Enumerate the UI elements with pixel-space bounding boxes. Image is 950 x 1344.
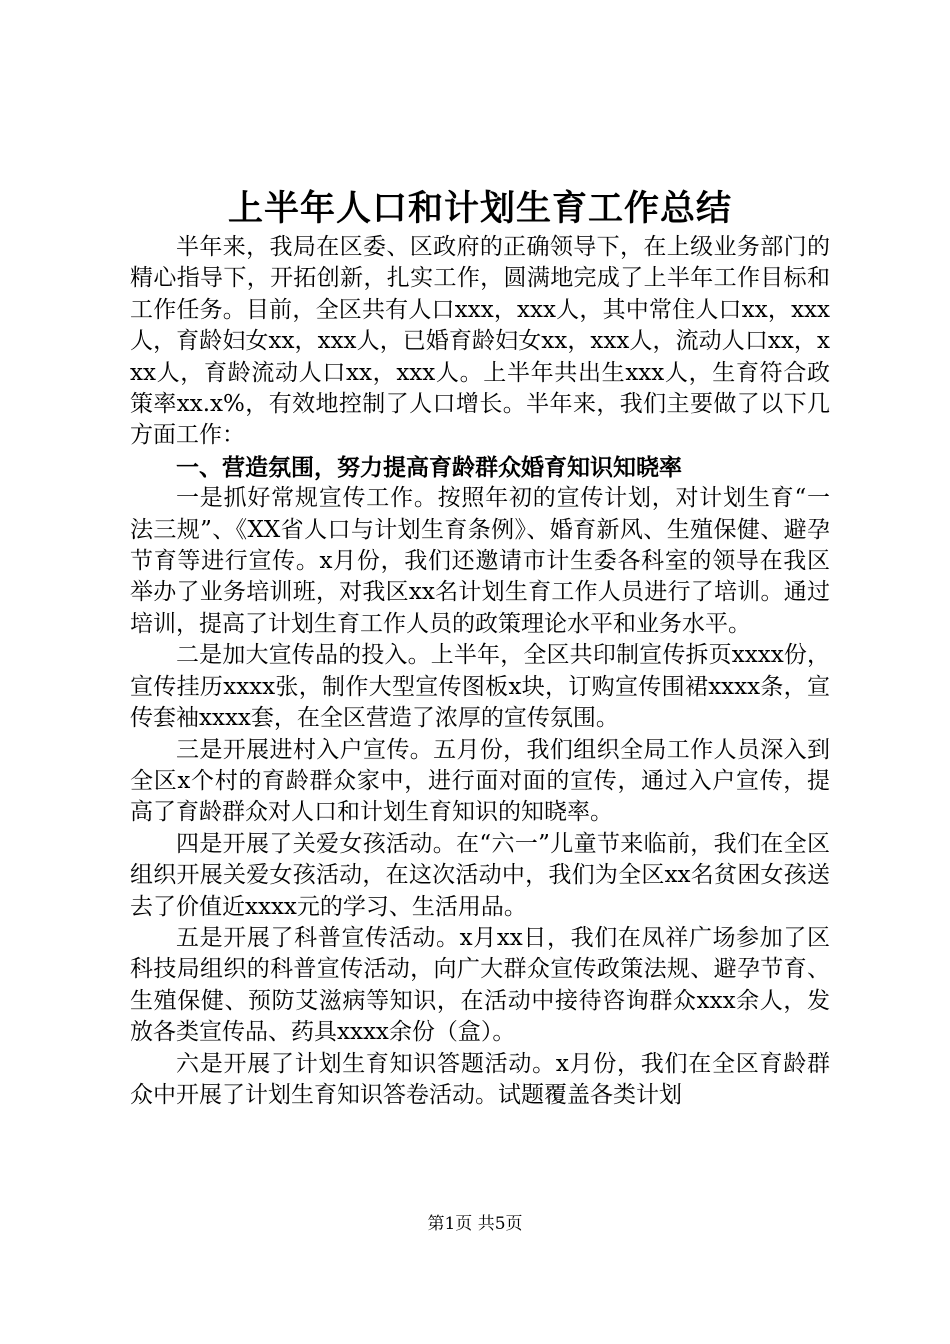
paragraph-5: 五是开展了科普宣传活动。x月xx日，我们在凤祥广场参加了区科技局组织的科普宣传活动，向广大群众宣传政策法规、避孕节育、生殖保健、预防艾滋病等知识，在活动中接待咨询群众xxx余人，发放各类宣传品、药具xxxx余份（盒）。 <box>130 924 830 1046</box>
intro-paragraph: 半年来，我局在区委、区政府的正确领导下，在上级业务部门的精心指导下，开拓创新，扎实工作，圆满地完成了上半年工作目标和工作任务。目前，全区共有人口xxx，xxx人，其中常住人口xx，xxx人，育龄妇女xx，xxx人，已婚育龄妇女xx，xxx人，流动人口xx，xxx人，育龄流动人口xx，xxx人。上半年共出生xxx人，生育符合政策率xx.x%，有效地控制了人口增长。半年来，我们主要做了以下几方面工作： <box>130 234 830 449</box>
section-heading: 一、营造氛围，努力提高育龄群众婚育知识知晓率 <box>176 453 682 481</box>
document-title: 上半年人口和计划生育工作总结 <box>227 188 732 229</box>
paragraph-1: 一是抓好常规宣传工作。按照年初的宣传计划，对计划生育“一法三规”、《XX省人口与计划生育条例》、婚育新风、生殖保健、避孕节育等进行宣传。x月份，我们还邀请市计生委各科室的领导在我区举办了业务培训班，对我区xx名计划生育工作人员进行了培训。通过培训，提高了计划生育工作人员的政策理论水平和业务水平。 <box>130 485 830 637</box>
document-page <box>130 186 830 1111</box>
paragraph-6: 六是开展了计划生育知识答题活动。x月份，我们在全区育龄群众中开展了计划生育知识答卷活动。试题覆盖各类计划 <box>130 1050 830 1108</box>
paragraph-2: 二是加大宣传品的投入。上半年，全区共印制宣传拆页xxxx份，宣传挂历xxxx张，制作大型宣传图板x块，订购宣传围裙xxxx条，宣传套袖xxxx套，在全区营造了浓厚的宣传氛围。 <box>130 642 830 732</box>
paragraph-3: 三是开展进村入户宣传。五月份，我们组织全局工作人员深入到全区x个村的育龄群众家中，进行面对面的宣传，通过入户宣传，提高了育龄群众对人口和计划生育知识的知晓率。 <box>130 736 830 826</box>
paragraph-4: 四是开展了关爱女孩活动。在“六一”儿童节来临前，我们在全区组织开展关爱女孩活动，在这次活动中，我们为全区xx名贫困女孩送去了价值近xxxx元的学习、生活用品。 <box>130 830 830 920</box>
page-footer: 第1页 共5页 <box>427 1214 523 1234</box>
